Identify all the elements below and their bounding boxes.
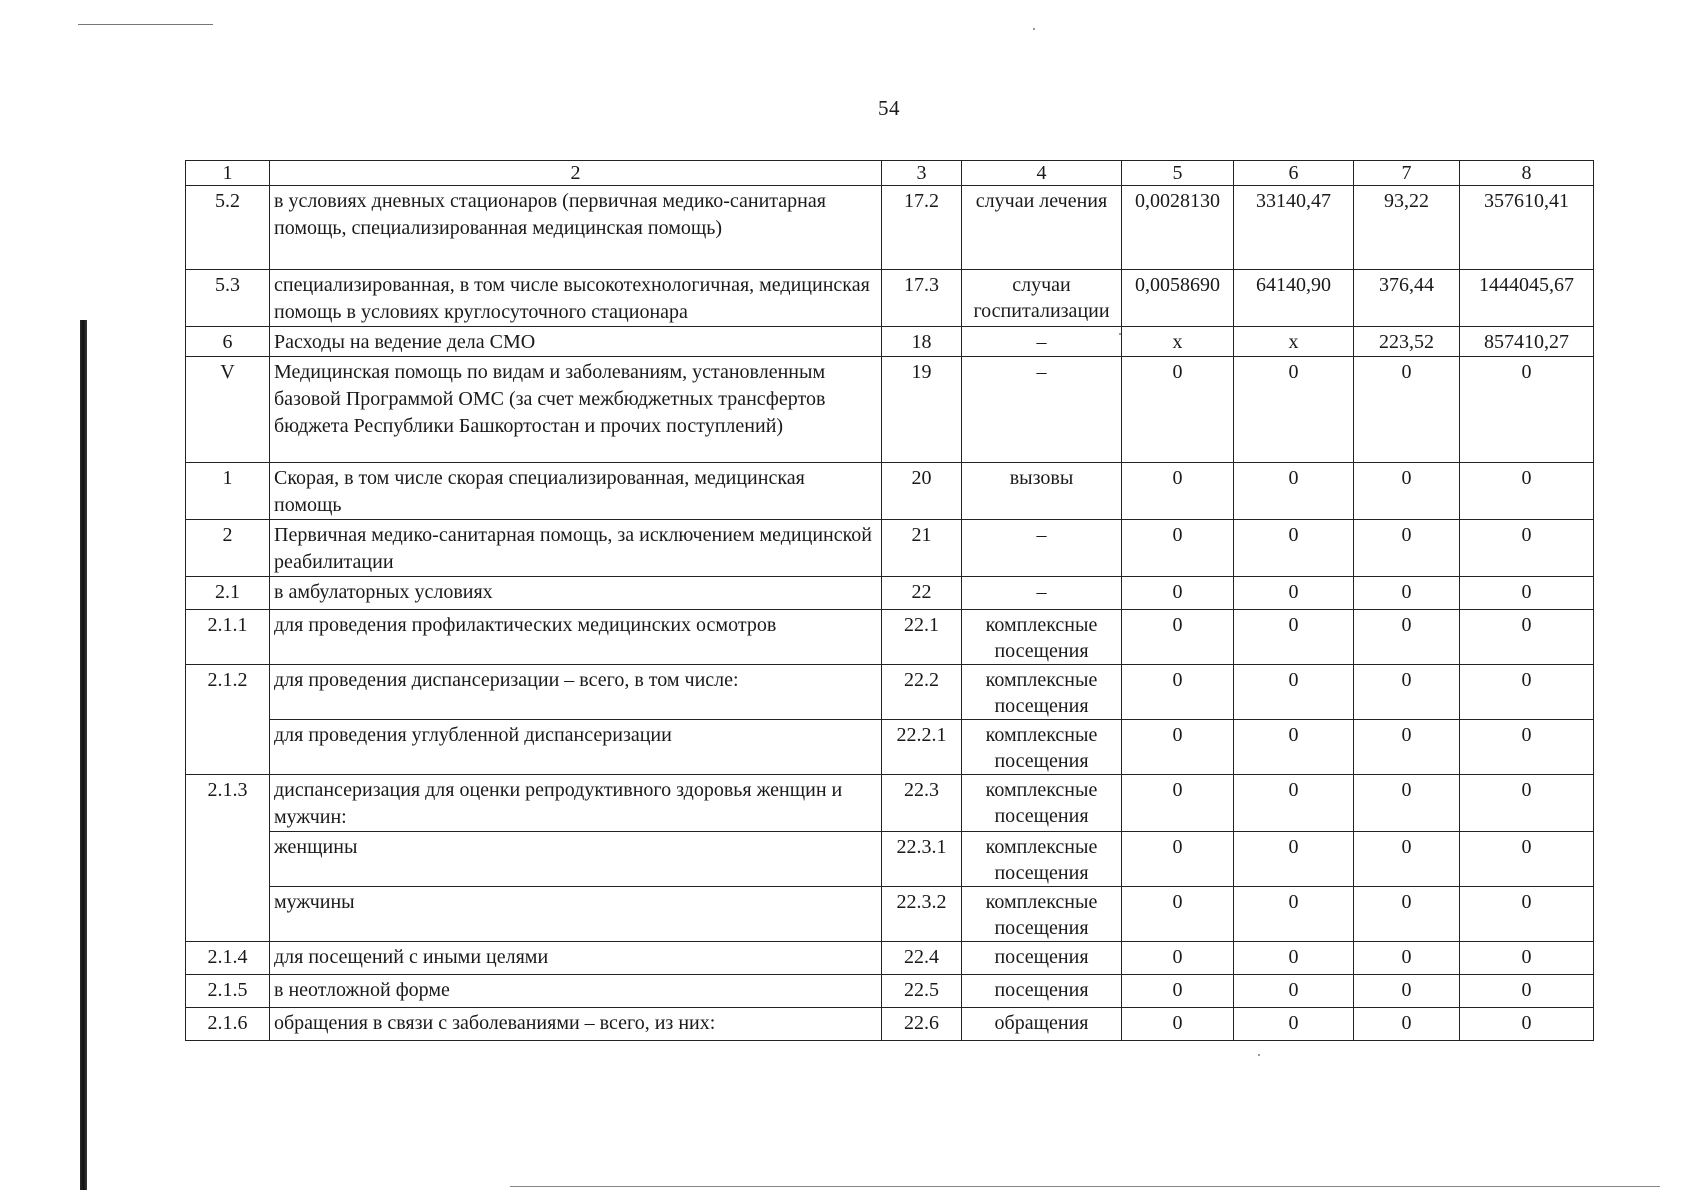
row-name-cell: для проведения диспансеризации – всего, в том числе: xyxy=(270,665,882,720)
value-cell-7: 0 xyxy=(1354,665,1460,720)
value-cell-7: 93,22 xyxy=(1354,186,1460,270)
value-cell-8: 0 xyxy=(1460,610,1594,665)
value-cell-5: 0,0028130 xyxy=(1122,186,1234,270)
row-name-cell: для проведения профилактических медицинских осмотров xyxy=(270,610,882,665)
value-cell-6: 0 xyxy=(1234,357,1354,463)
row-code-cell: 22.2.1 xyxy=(882,720,962,775)
value-cell-5: 0 xyxy=(1122,975,1234,1008)
unit-cell: комплексные посещения xyxy=(962,887,1122,942)
value-cell-6: х xyxy=(1234,327,1354,357)
value-cell-7: 0 xyxy=(1354,577,1460,610)
value-cell-7: 0 xyxy=(1354,887,1460,942)
row-code-cell: 22 xyxy=(882,577,962,610)
row-name-cell: для посещений с иными целями xyxy=(270,942,882,975)
value-cell-7: 0 xyxy=(1354,975,1460,1008)
row-code-cell: 19 xyxy=(882,357,962,463)
row-code-cell: 22.3 xyxy=(882,775,962,832)
column-header: 4 xyxy=(962,161,1122,186)
unit-cell: – xyxy=(962,520,1122,577)
value-cell-6: 0 xyxy=(1234,665,1354,720)
column-header: 5 xyxy=(1122,161,1234,186)
unit-cell: комплексные посещения xyxy=(962,832,1122,887)
value-cell-8: 0 xyxy=(1460,720,1594,775)
row-name-cell: специализированная, в том числе высокотехнологичная, медицинская помощь в условиях круглосуточного стационара xyxy=(270,270,882,327)
value-cell-5: 0 xyxy=(1122,577,1234,610)
value-cell-6: 0 xyxy=(1234,832,1354,887)
value-cell-7: 0 xyxy=(1354,357,1460,463)
row-code-cell: 22.2 xyxy=(882,665,962,720)
scan-speck xyxy=(1258,1054,1260,1056)
row-code-cell: 17.2 xyxy=(882,186,962,270)
row-code-cell: 18 xyxy=(882,327,962,357)
value-cell-6: 33140,47 xyxy=(1234,186,1354,270)
table-row xyxy=(186,610,1594,665)
unit-cell: – xyxy=(962,577,1122,610)
value-cell-7: 0 xyxy=(1354,610,1460,665)
value-cell-5: 0 xyxy=(1122,720,1234,775)
value-cell-8: 0 xyxy=(1460,832,1594,887)
page-number: 54 xyxy=(878,96,900,120)
table-row xyxy=(186,327,1594,357)
column-header: 6 xyxy=(1234,161,1354,186)
value-cell-7: 0 xyxy=(1354,463,1460,520)
value-cell-5: 0 xyxy=(1122,610,1234,665)
row-name-cell: обращения в связи с заболеваниями – всего, из них: xyxy=(270,1008,882,1041)
row-name-cell: в условиях дневных стационаров (первичная медико-санитарная помощь, специализированная медицинская помощь) xyxy=(270,186,882,270)
row-code-cell: 21 xyxy=(882,520,962,577)
value-cell-8: 1444045,67 xyxy=(1460,270,1594,327)
row-number-cell: 5.2 xyxy=(186,186,270,270)
scan-left-edge xyxy=(80,320,87,1190)
unit-cell: комплексные посещения xyxy=(962,665,1122,720)
value-cell-6: 0 xyxy=(1234,610,1354,665)
value-cell-7: 376,44 xyxy=(1354,270,1460,327)
value-cell-7: 0 xyxy=(1354,720,1460,775)
row-number-cell: 2.1.1 xyxy=(186,610,270,665)
table-row xyxy=(186,720,1594,775)
column-header: 8 xyxy=(1460,161,1594,186)
table-row xyxy=(186,463,1594,520)
value-cell-7: 223,52 xyxy=(1354,327,1460,357)
value-cell-8: 0 xyxy=(1460,357,1594,463)
row-number-cell: 2 xyxy=(186,520,270,577)
value-cell-5: 0 xyxy=(1122,832,1234,887)
row-name-cell: Расходы на ведение дела СМО xyxy=(270,327,882,357)
unit-cell: посещения xyxy=(962,975,1122,1008)
table-row xyxy=(186,520,1594,577)
unit-cell: обращения xyxy=(962,1008,1122,1041)
table-header-row xyxy=(186,161,1594,186)
row-number-cell: 2.1.6 xyxy=(186,1008,270,1041)
row-number-cell: 2.1 xyxy=(186,577,270,610)
table-row xyxy=(186,975,1594,1008)
value-cell-7: 0 xyxy=(1354,1008,1460,1041)
value-cell-7: 0 xyxy=(1354,942,1460,975)
column-header: 3 xyxy=(882,161,962,186)
row-name-cell: в амбулаторных условиях xyxy=(270,577,882,610)
unit-cell: комплексные посещения xyxy=(962,720,1122,775)
row-number-cell: 2.1.2 xyxy=(186,665,270,775)
value-cell-8: 0 xyxy=(1460,463,1594,520)
table-row xyxy=(186,1008,1594,1041)
row-code-cell: 17.3 xyxy=(882,270,962,327)
scan-bottom-rule xyxy=(510,1186,1660,1187)
unit-cell: – xyxy=(962,327,1122,357)
scan-top-rule xyxy=(78,24,213,25)
value-cell-8: 857410,27 xyxy=(1460,327,1594,357)
row-code-cell: 22.6 xyxy=(882,1008,962,1041)
unit-cell: – xyxy=(962,357,1122,463)
value-cell-8: 0 xyxy=(1460,975,1594,1008)
row-code-cell: 22.4 xyxy=(882,942,962,975)
row-name-cell: Медицинская помощь по видам и заболеваниям, установленным базовой Программой ОМС (за счет межбюджетных трансфертов бюджета Республики Башкортостан и прочих поступлений) xyxy=(270,357,882,463)
value-cell-5: х xyxy=(1122,327,1234,357)
row-number-cell: 6 xyxy=(186,327,270,357)
row-number-cell: 2.1.4 xyxy=(186,942,270,975)
table-row xyxy=(186,665,1594,720)
unit-cell: комплексные посещения xyxy=(962,775,1122,832)
data-table xyxy=(185,160,1594,1041)
value-cell-8: 0 xyxy=(1460,577,1594,610)
row-number-cell: V xyxy=(186,357,270,463)
unit-cell: вызовы xyxy=(962,463,1122,520)
row-code-cell: 22.3.1 xyxy=(882,832,962,887)
table-row xyxy=(186,832,1594,887)
value-cell-5: 0 xyxy=(1122,1008,1234,1041)
value-cell-8: 0 xyxy=(1460,887,1594,942)
column-header: 2 xyxy=(270,161,882,186)
value-cell-5: 0 xyxy=(1122,665,1234,720)
value-cell-8: 0 xyxy=(1460,520,1594,577)
value-cell-6: 0 xyxy=(1234,520,1354,577)
row-code-cell: 22.3.2 xyxy=(882,887,962,942)
table-row xyxy=(186,270,1594,327)
value-cell-5: 0 xyxy=(1122,463,1234,520)
value-cell-5: 0 xyxy=(1122,357,1234,463)
table-row xyxy=(186,942,1594,975)
table-row xyxy=(186,357,1594,463)
row-code-cell: 22.1 xyxy=(882,610,962,665)
value-cell-5: 0 xyxy=(1122,942,1234,975)
value-cell-6: 0 xyxy=(1234,720,1354,775)
table-row xyxy=(186,775,1594,832)
column-header: 1 xyxy=(186,161,270,186)
value-cell-8: 0 xyxy=(1460,665,1594,720)
value-cell-5: 0 xyxy=(1122,887,1234,942)
value-cell-5: 0,0058690 xyxy=(1122,270,1234,327)
row-name-cell: для проведения углубленной диспансеризации xyxy=(270,720,882,775)
unit-cell: случаи госпитализации xyxy=(962,270,1122,327)
unit-cell: посещения xyxy=(962,942,1122,975)
value-cell-7: 0 xyxy=(1354,775,1460,832)
value-cell-6: 0 xyxy=(1234,887,1354,942)
scan-speck xyxy=(1033,28,1035,30)
value-cell-6: 64140,90 xyxy=(1234,270,1354,327)
value-cell-5: 0 xyxy=(1122,520,1234,577)
row-name-cell: женщины xyxy=(270,832,882,887)
table-row xyxy=(186,887,1594,942)
row-name-cell: в неотложной форме xyxy=(270,975,882,1008)
row-code-cell: 20 xyxy=(882,463,962,520)
value-cell-7: 0 xyxy=(1354,832,1460,887)
value-cell-6: 0 xyxy=(1234,577,1354,610)
row-number-cell: 5.3 xyxy=(186,270,270,327)
value-cell-8: 0 xyxy=(1460,1008,1594,1041)
value-cell-7: 0 xyxy=(1354,520,1460,577)
value-cell-6: 0 xyxy=(1234,1008,1354,1041)
row-name-cell: диспансеризация для оценки репродуктивного здоровья женщин и мужчин: xyxy=(270,775,882,832)
table-row xyxy=(186,186,1594,270)
value-cell-6: 0 xyxy=(1234,942,1354,975)
row-name-cell: Первичная медико-санитарная помощь, за исключением медицинской реабилитации xyxy=(270,520,882,577)
value-cell-5: 0 xyxy=(1122,775,1234,832)
row-name-cell: мужчины xyxy=(270,887,882,942)
row-code-cell: 22.5 xyxy=(882,975,962,1008)
table-row xyxy=(186,577,1594,610)
value-cell-8: 0 xyxy=(1460,775,1594,832)
row-number-cell: 2.1.5 xyxy=(186,975,270,1008)
row-number-cell: 1 xyxy=(186,463,270,520)
value-cell-6: 0 xyxy=(1234,975,1354,1008)
value-cell-8: 357610,41 xyxy=(1460,186,1594,270)
value-cell-6: 0 xyxy=(1234,775,1354,832)
value-cell-8: 0 xyxy=(1460,942,1594,975)
row-name-cell: Скорая, в том числе скорая специализированная, медицинская помощь xyxy=(270,463,882,520)
unit-cell: комплексные посещения xyxy=(962,610,1122,665)
column-header: 7 xyxy=(1354,161,1460,186)
value-cell-6: 0 xyxy=(1234,463,1354,520)
unit-cell: случаи лечения xyxy=(962,186,1122,270)
row-number-cell: 2.1.3 xyxy=(186,775,270,942)
